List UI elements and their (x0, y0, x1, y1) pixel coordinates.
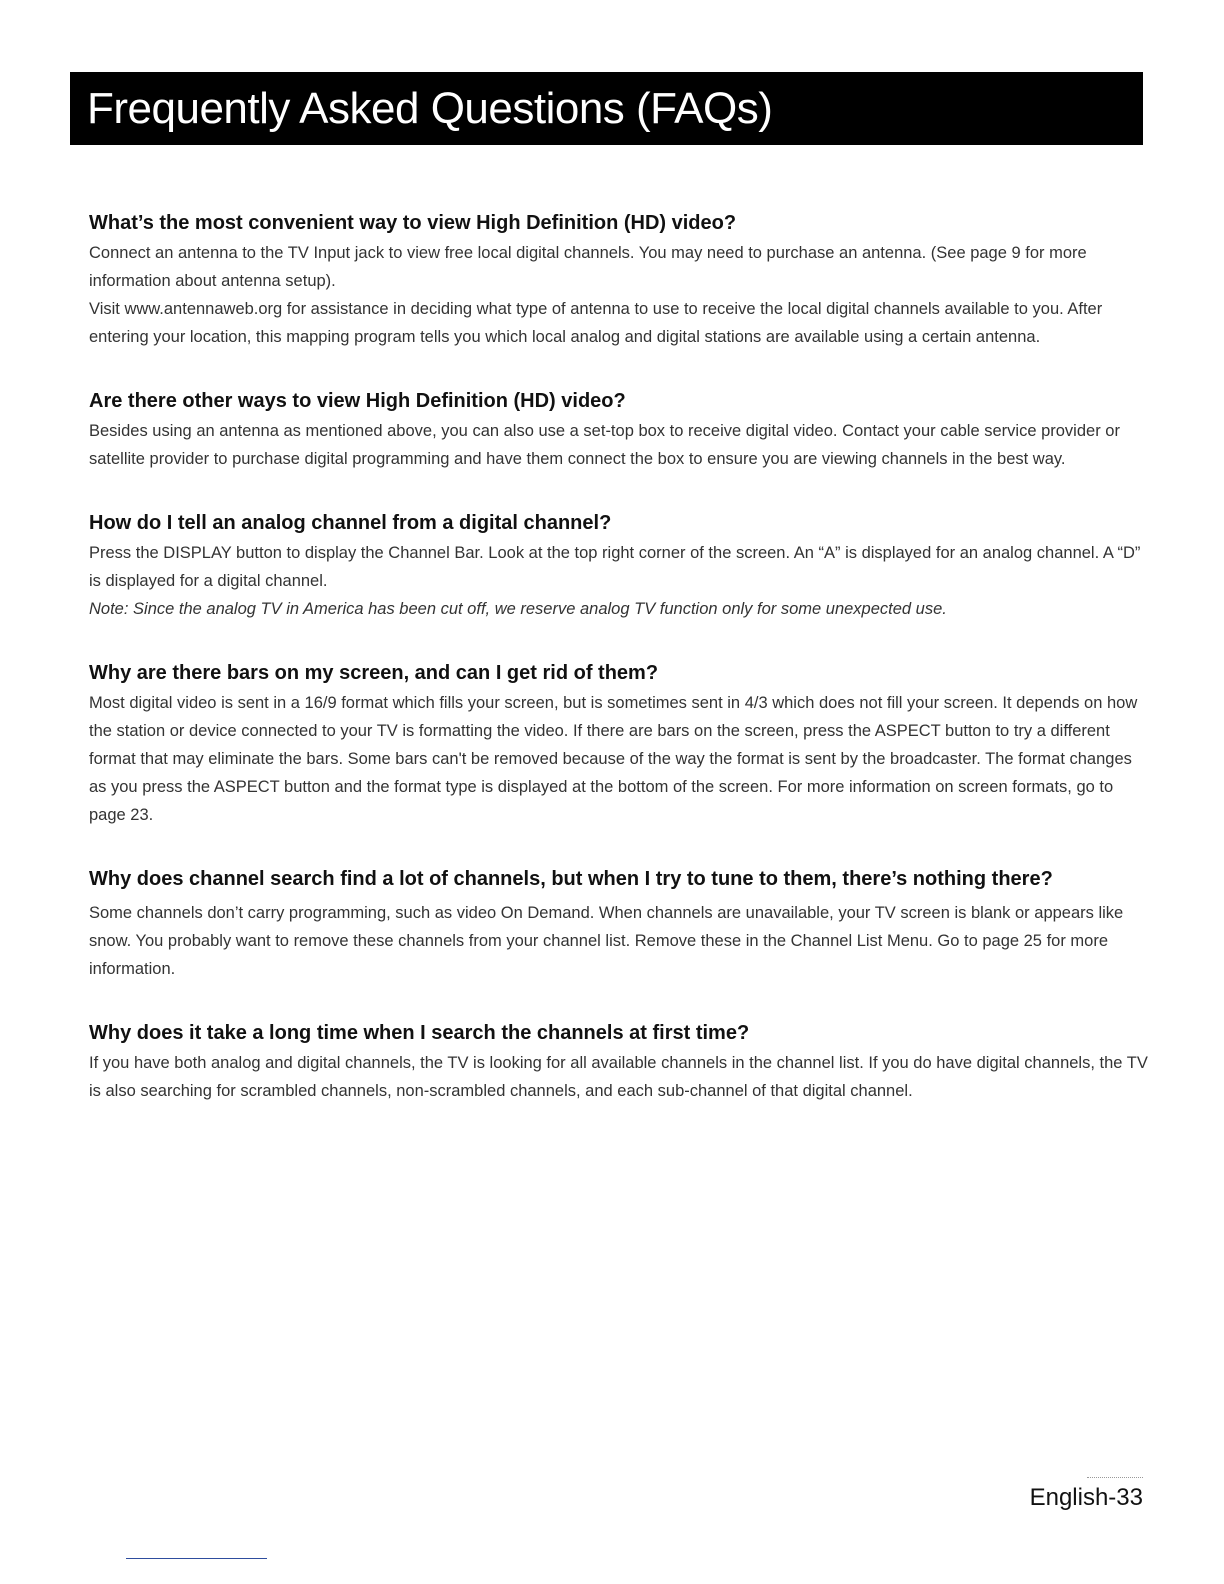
faq-answer-paragraph: Most digital video is sent in a 16/9 format which fills your screen, but is sometimes sent in 4/3 which does not fill your screen. It depends on how the station or device connected to your TV is formatting the video. If there are bars on the screen, press the ASPECT button to try a different format that may eliminate the bars. Some bars can't be removed because of the way the format is sent by the broadcaster. The format changes as you press the ASPECT button and the format type is displayed at the bottom of the screen. For more information on screen formats, go to page 23. (89, 694, 1138, 824)
page-header (70, 72, 1143, 145)
bottom-rule (126, 1558, 267, 1559)
faq-question: Why does it take a long time when I search the channels at first time? (89, 1022, 750, 1044)
page-title: Frequently Asked Questions (FAQs) (87, 84, 773, 133)
faq-answer-paragraph: If you have both analog and digital channels, the TV is looking for all available channels in the channel list. If you do have digital channels, the TV is also searching for scrambled channels, non-scrambled channels, and each sub-channel of that digital channel. (89, 1054, 1148, 1100)
faq-answer-paragraph: Press the DISPLAY button to display the Channel Bar. Look at the top right corner of the screen. An “A” is displayed for an analog channel. A “D” is displayed for a digital channel. (89, 544, 1141, 590)
faq-list (89, 209, 1149, 1141)
faq-item-hd-convenient (89, 209, 1149, 351)
faq-answer-paragraph: Connect an antenna to the TV Input jack to view free local digital channels. You may need to purchase an antenna. (See page 9 for more information about antenna setup). (89, 244, 1087, 290)
faq-item-analog-vs-digital (89, 509, 1149, 623)
faq-answer-paragraph: Some channels don’t carry programming, such as video On Demand. When channels are unavailable, your TV screen is blank or appears like snow. You probably want to remove these channels from your channel list. Remove these in the Channel List Menu. Go to page 25 for more information. (89, 904, 1124, 978)
faq-question: Why does channel search find a lot of channels, but when I try to tune to them, there’s nothing there? (89, 868, 1053, 890)
faq-question: How do I tell an analog channel from a digital channel? (89, 512, 612, 534)
footer-divider (1087, 1477, 1143, 1478)
faq-item-screen-bars (89, 659, 1149, 829)
faq-answer-paragraph: Besides using an antenna as mentioned above, you can also use a set-top box to receive digital video. Contact your cable service provider or satellite provider to purchase digital programming and have them connect the box to ensure you are viewing channels in the best way. (89, 422, 1120, 468)
faq-item-channel-search-empty (89, 865, 1149, 983)
page-number: English-33 (1029, 1484, 1143, 1511)
faq-item-hd-other-ways (89, 387, 1149, 473)
faq-item-search-slow (89, 1019, 1149, 1105)
faq-question: What’s the most convenient way to view High Definition (HD) video? (89, 212, 737, 234)
faq-question: Why are there bars on my screen, and can I get rid of them? (89, 662, 659, 684)
faq-question: Are there other ways to view High Definition (HD) video? (89, 390, 626, 412)
faq-note: Note: Since the analog TV in America has been cut off, we reserve analog TV function only for some unexpected use. (89, 600, 947, 618)
faq-answer-paragraph: Visit www.antennaweb.org for assistance in deciding what type of antenna to use to receive the local digital channels available to you. After entering your location, this mapping program tells you which local analog and digital stations are available using a certain antenna. (89, 300, 1103, 346)
